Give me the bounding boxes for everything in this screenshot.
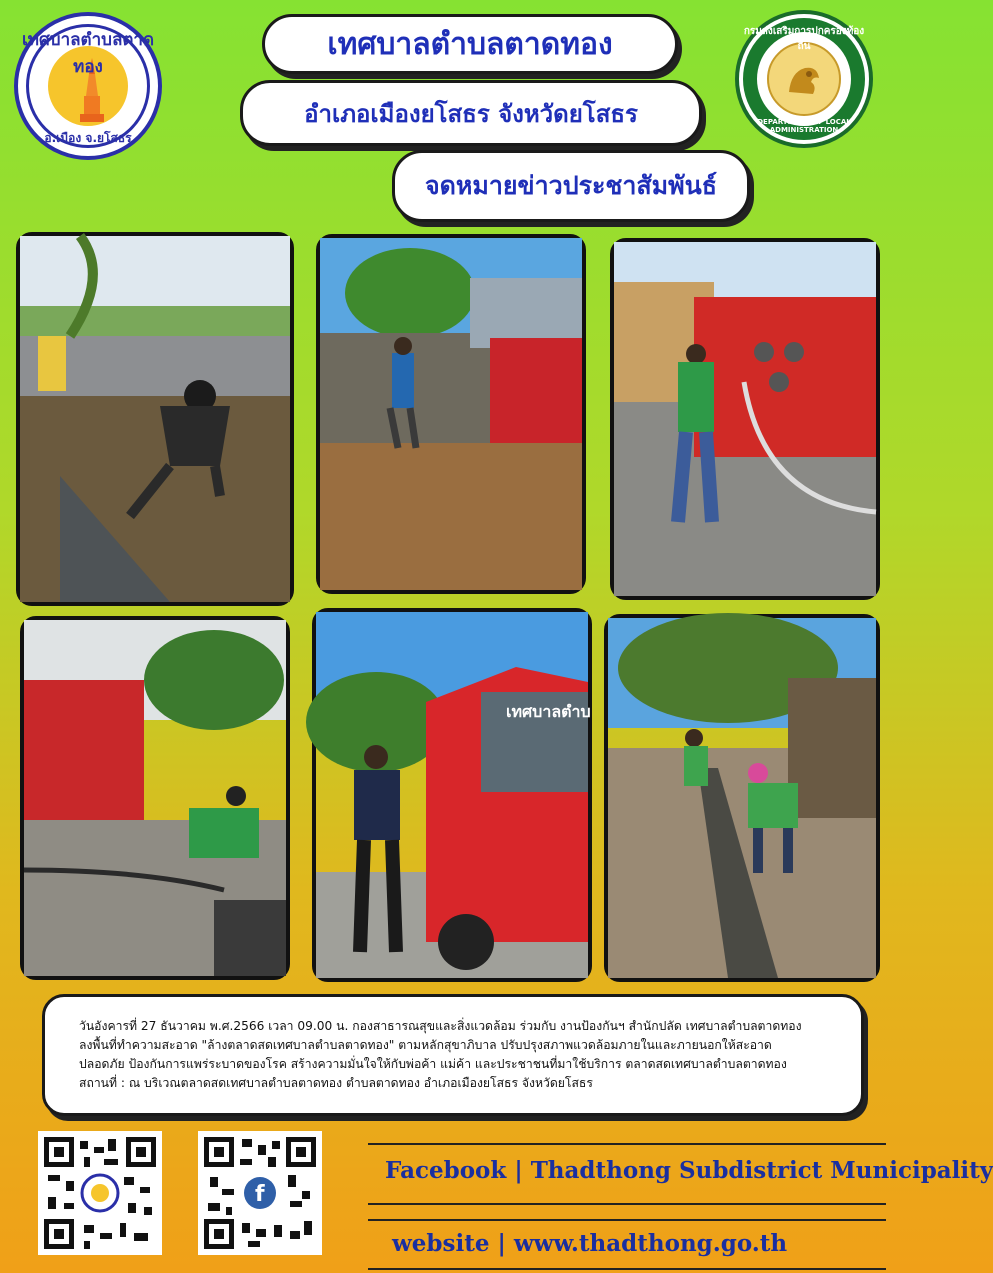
divider bbox=[368, 1203, 886, 1205]
facebook-link[interactable]: Facebook | Thadthong Subdistrict Municipality bbox=[385, 1157, 993, 1184]
dla-logo bbox=[735, 10, 873, 148]
photo-6 bbox=[604, 614, 880, 982]
qr-code-facebook[interactable] bbox=[198, 1131, 322, 1255]
qr-code-website[interactable] bbox=[38, 1131, 162, 1255]
photo-fire-truck-pump bbox=[614, 242, 876, 596]
truck-text: เทศบาลตำบ bbox=[506, 702, 591, 721]
divider bbox=[368, 1143, 886, 1145]
website-link[interactable]: website | www.thadthong.go.th bbox=[392, 1230, 788, 1257]
description-line: สถานที่ : ณ บริเวณตลาดสดเทศบาลตำบลตาดทอง ตำบลตาดทอง อำเภอเมืองยโสธร จังหวัดยโสธร bbox=[79, 1076, 593, 1090]
logo-bottom-text: อ.เมือง จ.ยโสธร bbox=[44, 131, 132, 145]
photo-3 bbox=[610, 238, 880, 600]
facebook-icon bbox=[244, 1177, 276, 1209]
logo-top-text: เทศบาลตำบลตาดทอง bbox=[22, 30, 154, 77]
photo-staff-fire-truck bbox=[316, 612, 591, 978]
news-description bbox=[42, 994, 864, 1116]
photo-2 bbox=[316, 234, 586, 594]
municipality-logo bbox=[14, 12, 162, 160]
page-subtitle: อำเภอเมืองยโสธร จังหวัดยโสธร bbox=[240, 80, 702, 146]
page-title: เทศบาลตำบลตาดทอง bbox=[262, 14, 678, 74]
document-type: จดหมายข่าวประชาสัมพันธ์ bbox=[392, 150, 750, 222]
qr-pattern bbox=[204, 1137, 316, 1249]
divider bbox=[368, 1219, 886, 1221]
divider bbox=[368, 1268, 886, 1270]
description-line: วันอังคารที่ 27 ธันวาคม พ.ศ.2566 เวลา 09.00 น. กองสาธารณสุขและสิ่งแวดล้อม ร่วมกับ งานป้องกันฯ สำนักปลัด เทศบาลตำบลตาดทอง bbox=[79, 1019, 802, 1033]
photo-5 bbox=[312, 608, 592, 982]
photo-market-hosing bbox=[320, 238, 582, 590]
logo-bottom-text: DEPARTMENT OF LOCAL ADMINISTRATION bbox=[757, 118, 851, 134]
logo-top-text: กรมส่งเสริมการปกครองท้องถิ่น bbox=[743, 26, 865, 52]
photo-drain-sweeping bbox=[608, 618, 876, 978]
photo-roadside-drain bbox=[20, 236, 290, 602]
description-line: ปลอดภัย ป้องกันการแพร่ระบาดของโรค สร้างความมั่นใจให้กับพ่อค้า แม่ค้า และประชาชนที่มาใช้บริการ ตลาดสดเทศบาลตำบลตาดทอง bbox=[79, 1057, 787, 1071]
qr-pattern bbox=[44, 1137, 156, 1249]
photo-4 bbox=[20, 616, 290, 980]
photo-drain-grate bbox=[24, 620, 286, 976]
lion-emblem-icon bbox=[783, 58, 825, 100]
photo-1 bbox=[16, 232, 294, 606]
description-line: ลงพื้นที่ทำความสะอาด "ล้างตลาดสดเทศบาลตำบลตาดทอง" ตามหลักสุขาภิบาล ปรับปรุงสภาพแวดล้อมภายในและภายนอกให้สะอาด bbox=[79, 1038, 772, 1052]
facebook-icon-letter: f bbox=[255, 1182, 265, 1207]
